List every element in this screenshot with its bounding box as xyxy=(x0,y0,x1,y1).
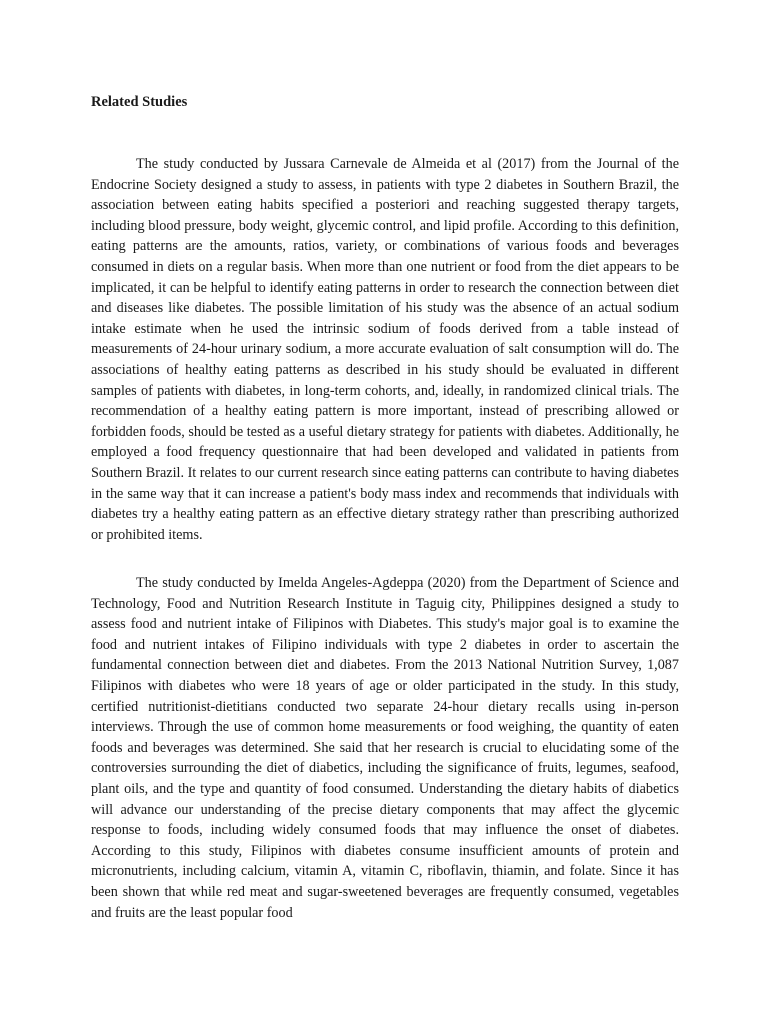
paragraph-almeida-study: The study conducted by Jussara Carnevale de Almeida et al (2017) from the Journal of the Endocrine Society designed a study to assess, in patients with type 2 diabetes in Southern Brazil, the association between eating habits specified a posteriori and reaching suggested therapy targets, including blood pressure, body weight, glycemic control, and lipid profile. According to this definition, eating patterns are the amounts, ratios, variety, or combinations of various foods and beverages consumed in diets on a regular basis. When more than one nutrient or food from the diet appears to be implicated, it can be helpful to identify eating patterns in order to research the connection between diet and diseases like diabetes. The possible limitation of his study was the absence of an actual sodium intake estimate when he used the intrinsic sodium of foods derived from a table instead of measurements of 24-hour urinary sodium, a more accurate evaluation of salt consumption will do. The associations of healthy eating patterns as described in his study should be evaluated in different samples of patients with diabetes, in long-term cohorts, and, ideally, in randomized clinical trials. The recommendation of a healthy eating pattern is more important, instead of prescribing allowed or forbidden foods, should be tested as a useful dietary strategy for patients with diabetes. Additionally, he employed a food frequency questionnaire that had been developed and validated in patients from Southern Brazil. It relates to our current research since eating patterns can contribute to having diabetes in the same way that it can increase a patient's body mass index and recommends that individuals with diabetes try a healthy eating pattern as an effective dietary strategy rather than prescribing authorized or prohibited items. xyxy=(91,156,679,543)
section-heading: Related Studies xyxy=(91,94,188,110)
paragraph-angeles-agdeppa-study: The study conducted by Imelda Angeles-Agdeppa (2020) from the Department of Science and Technology, Food and Nutrition Research Institute in Taguig city, Philippines designed a study to assess food and nutrient intake of Filipinos with Diabetes. This study's major goal is to examine the food and nutrient intakes of Filipino individuals with type 2 diabetes in order to ascertain the fundamental connection between diet and diabetes. From the 2013 National Nutrition Survey, 1,087 Filipinos with diabetes who were 18 years of age or older participated in the study. In this study, certified nutritionist-dietitians conducted two separate 24-hour dietary recalls using in-person interviews. Through the use of common home measurements or food weighing, the quantity of eaten foods and beverages was determined. She said that her research is crucial to elucidating some of the controversies surrounding the diet of diabetics, including the significance of fruits, legumes, seafood, plant oils, and the type and quantity of food consumed. Understanding the dietary habits of diabetics will advance our understanding of the precise dietary components that may affect the glycemic response to foods, including widely consumed foods that may influence the onset of diabetes. According to this study, Filipinos with diabetes consume insufficient amounts of protein and micronutrients, including calcium, vitamin A, vitamin C, riboflavin, thiamin, and folate. Since it has been shown that while red meat and sugar-sweetened beverages are frequently consumed, vegetables and fruits are the least popular food xyxy=(91,575,679,921)
